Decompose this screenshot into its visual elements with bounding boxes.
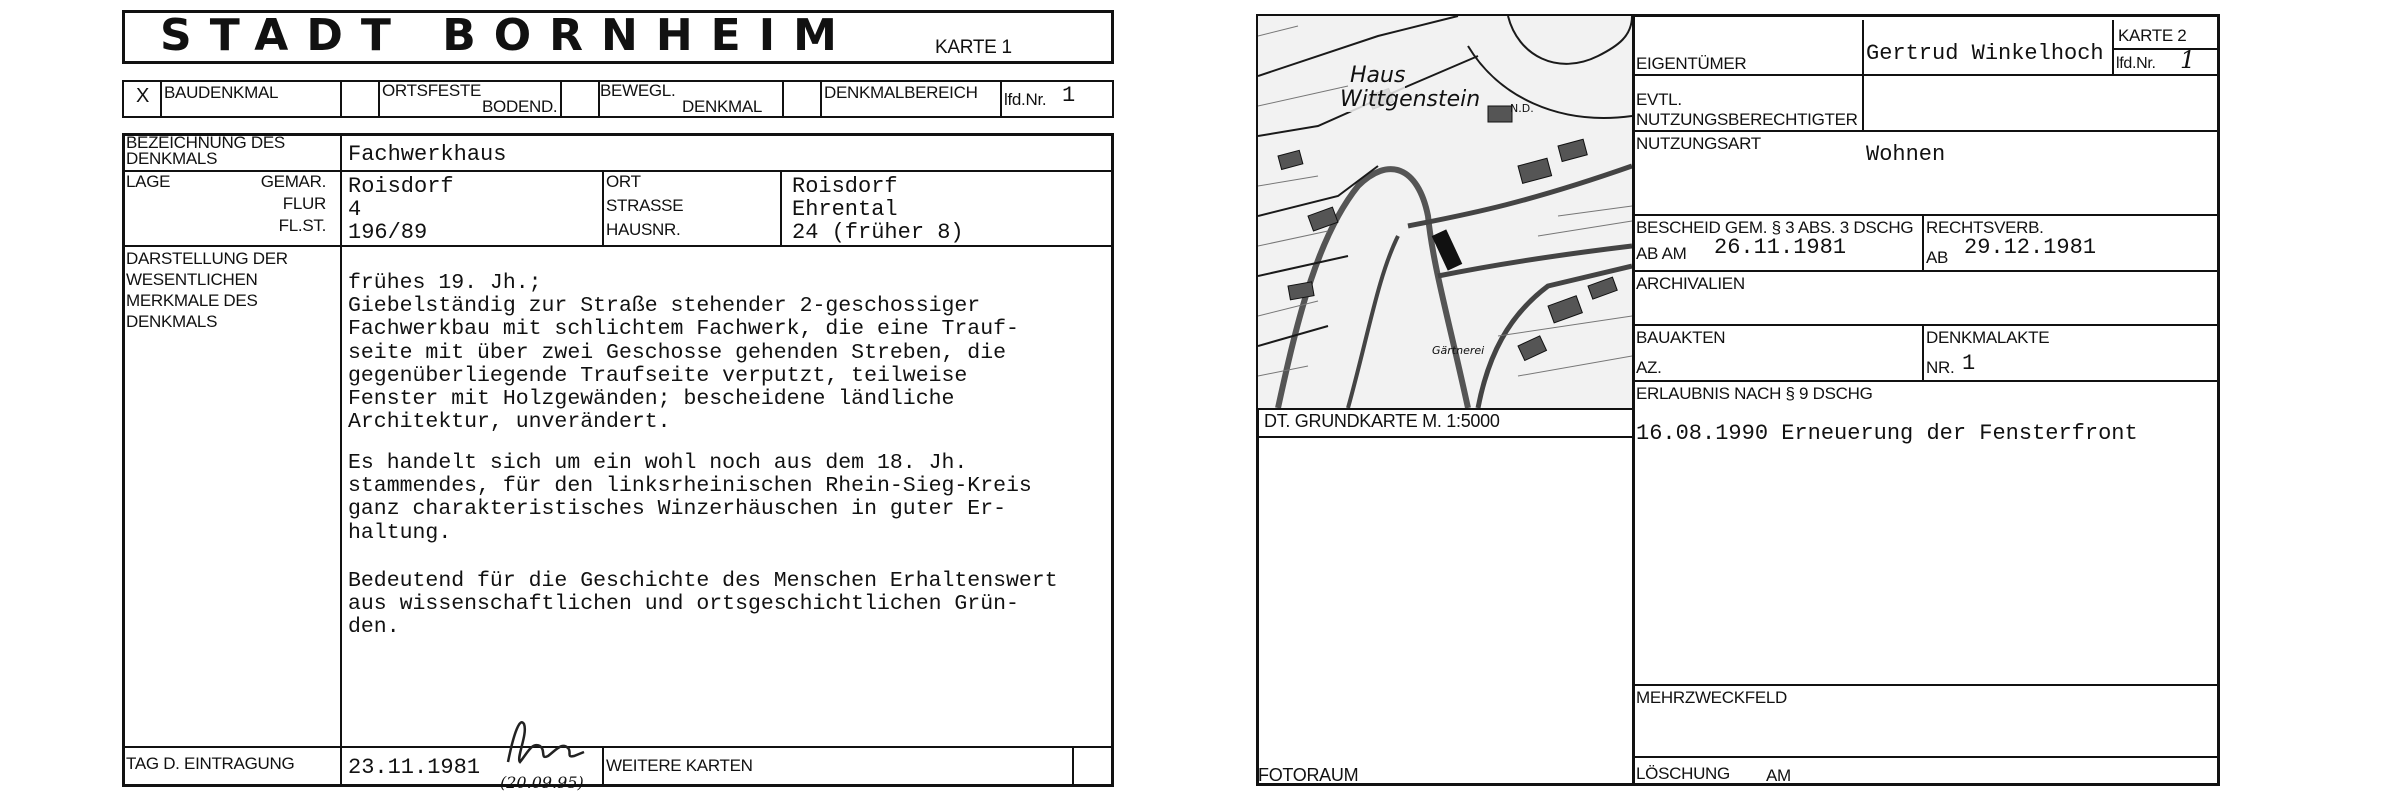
map-label-gaertnerei: Gärtnerei: [1432, 344, 1485, 357]
card-number: KARTE 1: [935, 37, 1012, 58]
lfd-nr-value: 1: [1062, 83, 1076, 108]
multi-purpose-label: MEHRZWECKFELD: [1636, 688, 1787, 707]
gemar-label: GEMAR.: [260, 172, 326, 191]
bewegl-label-2: DENKMAL: [682, 97, 763, 116]
location-label: LAGE: [126, 172, 171, 191]
legal-effect-date: 29.12.1981: [1964, 235, 2097, 260]
monument-file-nr-value: 1: [1962, 351, 1976, 376]
city-title: STADT BORNHEIM: [160, 10, 855, 61]
baudenkmal-mark: X: [136, 85, 150, 107]
ortsfeste-label-2: BODEND.: [482, 97, 558, 116]
deletion-date-label: AM: [1766, 766, 1791, 785]
strasse-value: Ehrental: [792, 197, 898, 222]
denkmalbereich-label: DENKMALBEREICH: [824, 83, 978, 102]
further-cards-label: WEITERE KARTEN: [606, 756, 753, 775]
card-2-lfd-value: 1: [2180, 46, 2196, 74]
usage-value: Wohnen: [1866, 142, 1946, 167]
flst-value: 196/89: [348, 220, 428, 245]
permit-entry: 16.08.1990 Erneuerung der Fensterfront: [1636, 421, 2138, 446]
ortsfeste-label: ORTSFESTE: [382, 81, 482, 100]
decision-from-label: AB AM: [1636, 244, 1687, 263]
user-label: EVTL.: [1636, 90, 1682, 109]
strasse-label: STRASSE: [606, 196, 684, 215]
user-label-2: NUTZUNGSBERECHTIGTER: [1636, 110, 1858, 129]
monument-file-label: DENKMALAKTE: [1926, 328, 2050, 347]
description-paragraph-1: frühes 19. Jh.; Giebelständig zur Straße stehender 2-geschossiger Fachwerkbau mit schlichtem Fachwerk, die eine Trauf- seite mit über zwei Geschosse gehenden Streben, die gegenüberliegende Traufseite verputzt, teilweise Fenster mit Holzgewänden; bescheidene ländliche Architektur, unverändert.: [348, 271, 1019, 435]
lfd-nr-label: lfd.Nr.: [1004, 90, 1047, 109]
gemar-value: Roisdorf: [348, 174, 454, 199]
owner-value: Gertrud Winkelhoch: [1866, 41, 2104, 66]
map-caption: DT. GRUNDKARTE M. 1:5000: [1264, 411, 1500, 431]
designation-label-2: DENKMALS: [126, 149, 218, 168]
description-paragraph-2: Es handelt sich um ein wohl noch aus dem 18. Jh. stammendes, für den linksrheinischen Rhein-Sieg-Kreis ganz charakteristisches Winzerhäuschen in guter Er- haltung.: [348, 451, 1032, 545]
ort-label: ORT: [606, 172, 641, 191]
map-place-label: Haus: [1350, 63, 1406, 88]
card-2-number: KARTE 2: [2118, 26, 2187, 45]
entry-date-label: TAG D. EINTRAGUNG: [126, 754, 295, 773]
map-place-label-2: Wittgenstein: [1340, 87, 1481, 112]
legal-effect-label: RECHTSVERB.: [1926, 218, 2044, 237]
usage-label: NUTZUNGSART: [1636, 134, 1761, 153]
archive-label: ARCHIVALIEN: [1636, 274, 1745, 293]
designation-value: Fachwerkhaus: [348, 142, 507, 167]
description-paragraph-3: Bedeutend für die Geschichte des Menschen Erhaltenswert aus wissenschaftlichen und ortsgeschichtlichen Grün- den.: [348, 569, 1058, 640]
photo-area-label: FOTORAUM: [1258, 765, 1359, 785]
decision-label: BESCHEID GEM. § 3 ABS. 3 DSCHG: [1636, 218, 1914, 237]
flur-label: FLUR: [282, 194, 326, 213]
ort-value: Roisdorf: [792, 174, 898, 199]
monument-file-nr-label: NR.: [1926, 358, 1955, 377]
map-label-nd: N.D.: [1510, 102, 1534, 115]
location-field-labels: [256, 172, 326, 235]
building-files-az-label: AZ.: [1636, 358, 1662, 377]
card-2-lfd-label: lfd.Nr.: [2116, 55, 2156, 72]
flur-value: 4: [348, 197, 362, 222]
description-label: DARSTELLUNG DER WESENTLICHEN MERKMALE DES DENKMALS: [126, 249, 288, 331]
designation-label: BEZEICHNUNG DES: [126, 133, 285, 152]
hausnr-label: HAUSNR.: [606, 220, 681, 239]
signature-icon: [500, 712, 590, 776]
handwritten-note: (20.09.95): [500, 773, 584, 792]
bewegl-label: BEWEGL.: [600, 81, 676, 100]
owner-label: EIGENTÜMER: [1636, 54, 1747, 73]
permit-label: ERLAUBNIS NACH § 9 DSCHG: [1636, 384, 1873, 403]
entry-date-value: 23.11.1981: [348, 755, 481, 780]
hausnr-value: 24 (früher 8): [792, 220, 964, 245]
decision-from-value: 26.11.1981: [1714, 235, 1847, 260]
deletion-label: LÖSCHUNG: [1636, 764, 1730, 783]
baudenkmal-label: BAUDENKMAL: [164, 83, 279, 102]
building-files-label: BAUAKTEN: [1636, 328, 1726, 347]
flst-label: FL.ST.: [278, 216, 326, 235]
legal-effect-from-label: AB: [1926, 248, 1949, 267]
